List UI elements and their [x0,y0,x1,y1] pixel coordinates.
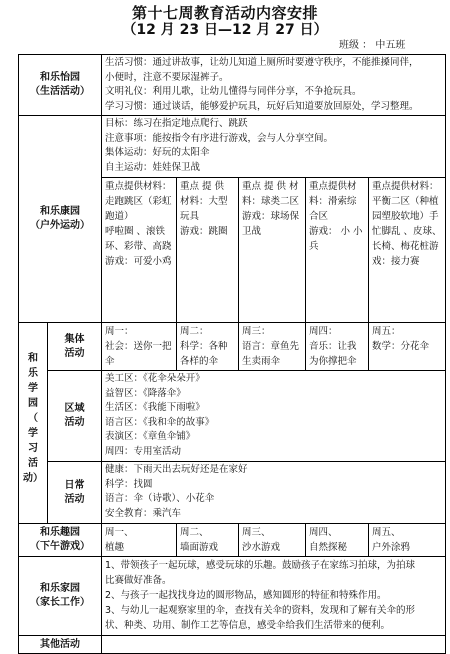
xueyuan-char: 园 [28,398,38,409]
area-line: 表演区：《章鱼伞铺》 [105,431,196,443]
kangyuan-header [18,115,102,323]
kangyuan-line: 集体运动：好玩的太阳伞 [105,147,210,158]
kangyuan-line: 目标：练习在指定地点爬行、跳跃 [105,118,248,129]
yiyuan-title: 和乐怡园 [40,72,80,83]
day-line: 周一： [105,326,134,337]
quyuan-subtitle: （下午游戏） [30,541,90,552]
focus-line: 游戏： 小 小 [309,226,363,237]
kangyuan-line: 注意事项：能按指令有序进行游戏，会与人分享空间。 [105,132,334,144]
jiayuan-line: 1、带领孩子一起玩球，感受玩球的乐趣。鼓励孩子在家练习拍球，为拍球 [105,560,416,571]
day-line: 周五： [372,326,401,337]
focus-line: 环、彩带、高跷 [105,241,172,252]
focus-materials-5 [368,177,446,323]
focus-line: 重点提供材 [309,181,357,192]
xueyuan-char: 活 [28,458,38,469]
xueyuan-char: 动） [23,473,43,484]
yiyuan-line: 学习习惯：通过谈话，能够爱护玩具，玩好后知道要放回原处，学习整理。 [105,100,419,112]
focus-line: 料：球类二区 [242,196,300,207]
focus-line: 游戏：球场保 [242,211,300,222]
quyuan-title: 和乐趣园 [40,527,80,538]
area-header [47,370,102,462]
xueyuan-char: 习 [28,443,38,454]
jiayuan-line: 3、与幼儿一起观察家里的伞，查找有关伞的资料，发现和了解有关伞的形 [105,605,416,616]
quyuan-header [18,523,102,557]
day-line: 伞 [105,356,115,367]
day-line: 周二： [180,326,209,337]
day-line: 周三： [242,326,271,337]
collective-fri [368,322,446,371]
daily-line: 科学：找圆 [105,478,153,490]
jiayuan-line: 比赛做好准备。 [105,575,172,586]
day-line: 生卖雨伞 [242,356,281,367]
day-line: 数学：分花伞 [372,341,430,352]
xueyuan-char: 乐 [28,368,38,379]
quyuan-mon [101,523,177,557]
day-line: 为你撑把伞 [309,356,357,367]
class-label: 班级 ： 中五班 [339,40,406,51]
yiyuan-header [18,54,102,116]
other-content [101,635,446,654]
jiayuan-title: 和乐家园 [40,583,80,594]
day-line: 社会：送你一把 [105,341,172,352]
quyuan-thu [305,523,369,557]
jiayuan-header [18,556,102,636]
yiyuan-content [101,54,446,116]
kangyuan-subtitle: （户外运动） [30,220,90,231]
focus-line: 平衡二区（种植 [372,196,439,207]
focus-line: 兵 [309,241,319,252]
page-title: 第十七周教育活动内容安排 [131,4,318,22]
daily-line: 健康：下雨天出去玩好还是在家好 [105,464,248,475]
focus-materials-2 [176,177,239,323]
focus-line: 重点 提 供 材 [242,181,299,192]
area-line: 语言区：《我和伞的故事》 [105,416,215,428]
focus-line: 重点提供材料： [372,181,439,192]
focus-materials-4 [305,177,369,323]
area-line: 益智区：《降落伞》 [105,387,186,399]
quyuan-wed [238,523,306,557]
day-line: 户外涂鸦 [372,542,411,553]
day-line: 音乐：让我 [309,341,357,352]
collective-title: 集体 [64,333,85,345]
day-line: 周三、 [242,527,271,538]
focus-line: 跑道） [105,211,134,222]
other-title: 其他活动 [40,638,80,650]
collective-thu [305,322,369,371]
focus-line: 游戏：跳圈 [180,226,228,237]
focus-line: 呼啦圈 、滚铁 [105,226,166,237]
collective-header [47,322,102,371]
yiyuan-subtitle: （生活活动） [30,86,90,97]
yiyuan-line: 小便时，注意不要尿湿裤子。 [105,71,229,83]
day-line: 语言：章鱼先 [242,341,300,352]
jiayuan-content [101,556,446,636]
daily-title: 日常 [64,479,85,491]
day-line: 沙水游戏 [242,542,281,553]
other-header [18,635,102,654]
focus-line: 长椅、梅花桩游 [372,241,439,252]
focus-line: 合区 [309,211,329,222]
kangyuan-content [101,115,446,178]
focus-line: 卫战 [242,226,262,237]
area-title: 活动 [64,417,85,428]
jiayuan-subtitle: （家长工作） [30,597,90,608]
jiayuan-line: 2、与孩子一起找找身边的圆形物品，感知圆形的特征和特殊作用。 [105,590,387,601]
area-title: 区域 [64,403,85,414]
focus-line: 重点 提 供 [180,181,225,192]
daily-title: 活动 [64,493,85,505]
yiyuan-line: 文明礼仪：利用儿歌，让幼儿懂得与同伴分享，不争抢玩具。 [105,86,362,97]
xueyuan-char: （ [28,413,38,424]
area-line: 美工区：《花伞朵朵开》 [105,373,205,384]
xueyuan-char: 学 [28,383,38,394]
xueyuan-char: 和 [28,353,38,364]
xueyuan-char: 学 [28,428,38,439]
focus-line: 园塑胶软地）手 [372,211,439,222]
collective-title: 活动 [64,347,85,359]
xueyuan-header [18,322,48,524]
jiayuan-line: 状、种类、功用、制作工艺等信息，感受伞给我们生活带来的便利。 [105,620,391,631]
area-line: 生活区：《我能下雨啦》 [105,402,205,414]
quyuan-fri [368,523,446,557]
focus-line: 游戏：可爱小鸡 [105,256,172,267]
focus-line: 忙脚乱 、皮球、 [372,226,442,237]
focus-materials-3 [238,177,306,323]
yiyuan-line: 生活习惯：通过讲故事，让幼儿知道上厕所时要遵守秩序，不能推搡同伴， [105,57,419,68]
daily-header [47,461,102,524]
day-line: 周一、 [105,527,134,538]
daily-content [101,461,446,524]
day-line: 植趣 [105,542,125,553]
day-line: 各样的伞 [180,356,219,367]
area-content [101,370,446,462]
collective-mon [101,322,177,371]
day-line: 周五、 [372,527,401,538]
schedule-table [18,54,446,650]
day-line: 周四： [309,326,338,337]
kangyuan-title: 和乐康园 [40,206,80,217]
date-range: （12 月 23 日—12 月 27 日） [122,22,328,38]
focus-line: 料：滑索综 [309,196,357,207]
collective-tue [176,322,239,371]
collective-wed [238,322,306,371]
focus-line: 走跑跳区（彩虹 [105,196,172,207]
day-line: 科学：各种 [180,341,228,352]
daily-line: 语言：伞（诗歌）、小花伞 [105,493,215,505]
focus-line: 玩具 [180,211,200,222]
day-line: 周二、 [180,527,209,538]
quyuan-tue [176,523,239,557]
focus-line: 重点提供材料： [105,181,172,192]
kangyuan-line: 自主运动：娃娃保卫战 [105,161,201,173]
focus-line: 戏：接力赛 [372,256,420,267]
day-line: 自然探秘 [309,542,348,553]
focus-line: 材料：大型 [180,196,228,207]
day-line: 墙面游戏 [180,542,219,553]
focus-materials-1 [101,177,177,323]
day-line: 周四、 [309,527,338,538]
area-line: 周四：专用室活动 [105,445,182,457]
daily-line: 安全教育：乘汽车 [105,507,182,519]
